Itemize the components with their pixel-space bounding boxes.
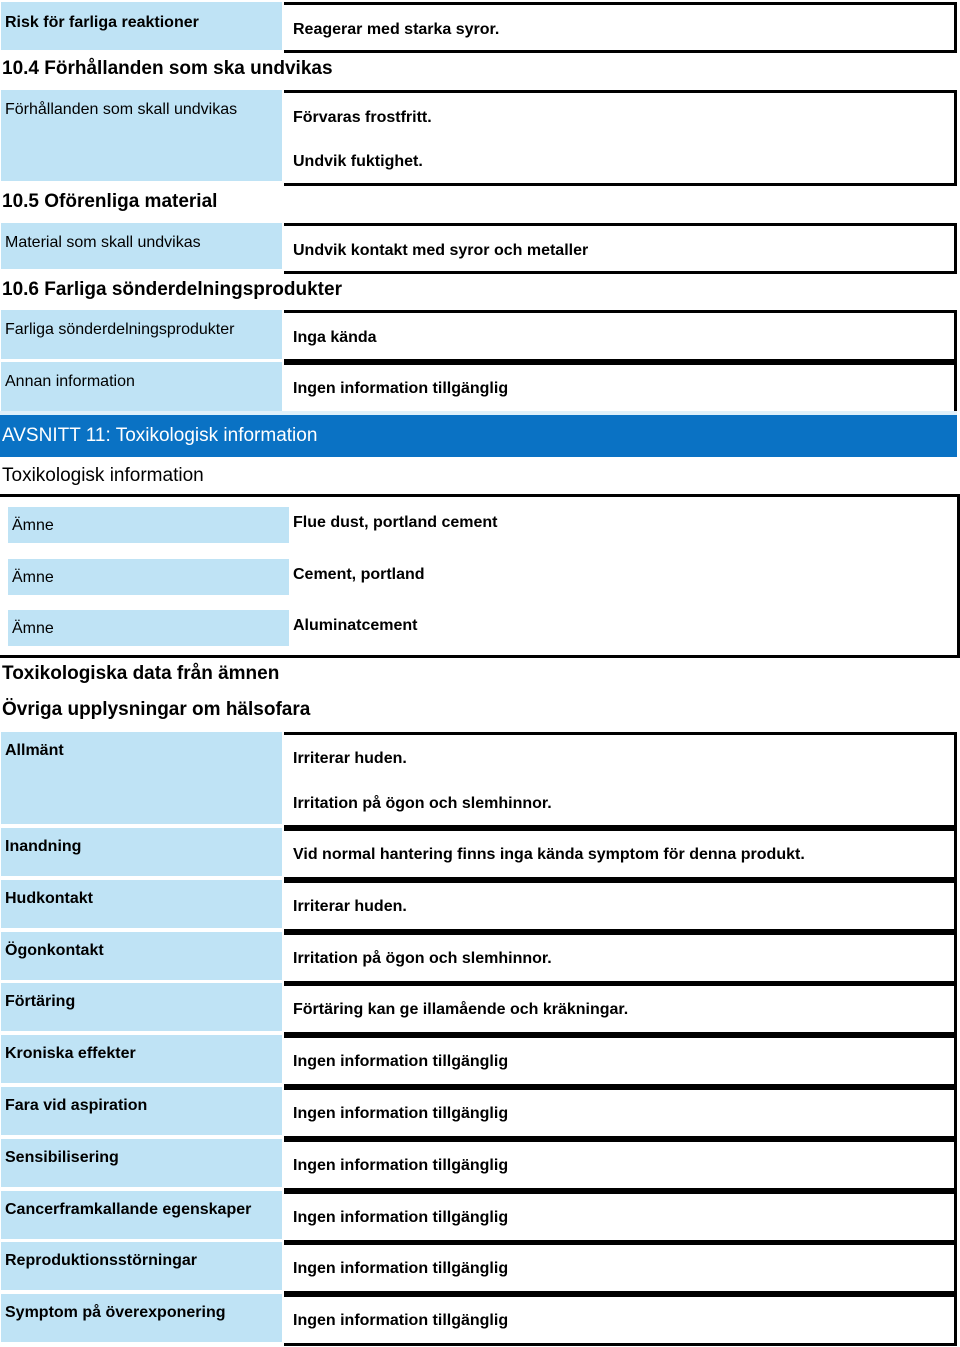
- health-row-label: Hudkontakt: [1, 880, 282, 928]
- label-decomposition: Farliga sönderdelningsprodukter: [1, 310, 282, 359]
- value-text: Ingen information tillgänglig: [293, 380, 509, 397]
- label-other-info: Annan information: [1, 362, 282, 411]
- heading-health: Övriga upplysningar om hälsofara: [2, 699, 311, 720]
- value-text: Ingen information tillgänglig: [293, 1312, 509, 1329]
- label-conditions-avoid: Förhållanden som skall undvikas: [1, 90, 282, 181]
- heading-tox-data: Toxikologiska data från ämnen: [2, 663, 280, 684]
- value-line-2: Irritation på ögon och slemhinnor.: [293, 795, 552, 812]
- health-row-value: [284, 1191, 957, 1243]
- health-row-value: [284, 983, 957, 1035]
- value-text: Irriterar huden.: [293, 898, 407, 915]
- value-text: Reagerar med starka syror.: [293, 21, 500, 38]
- label-general: Allmänt: [1, 732, 282, 824]
- value-text: Ingen information tillgänglig: [293, 1053, 509, 1070]
- health-row-value: [284, 880, 957, 932]
- value-decomposition: [284, 310, 957, 362]
- health-row-value: [284, 828, 957, 880]
- health-row-label: Fara vid aspiration: [1, 1087, 282, 1135]
- value-materials-avoid: [284, 223, 957, 274]
- substance-label-2: Ämne: [8, 559, 289, 595]
- value-text: Ingen information tillgänglig: [293, 1157, 509, 1174]
- value-line-2: Undvik fuktighet.: [293, 153, 423, 170]
- substance-value-1: Flue dust, portland cement: [293, 514, 498, 531]
- value-line-1: Förvaras frostfritt.: [293, 109, 432, 126]
- health-row-value: [284, 1035, 957, 1087]
- section-11-header: AVSNITT 11: Toxikologisk information: [0, 415, 957, 457]
- health-row-label: Inandning: [1, 828, 282, 876]
- health-row-label: Ögonkontakt: [1, 932, 282, 980]
- value-line-1: Irriterar huden.: [293, 750, 407, 767]
- value-general: [284, 732, 957, 828]
- label-materials-avoid: Material som skall undvikas: [1, 223, 282, 269]
- value-other-info: [284, 362, 957, 414]
- heading-10-5: 10.5 Oförenliga material: [2, 191, 218, 212]
- value-text: Ingen information tillgänglig: [293, 1260, 509, 1277]
- health-row-value: [284, 932, 957, 984]
- substance-value-3: Aluminatcement: [293, 617, 418, 634]
- label-reactive-risk: Risk för farliga reaktioner: [1, 2, 282, 50]
- health-row-value: [284, 1294, 957, 1346]
- value-reactive-risk: [284, 2, 957, 53]
- value-conditions-avoid: [284, 90, 957, 186]
- health-row-label: Cancerframkallande egenskaper: [1, 1191, 282, 1239]
- health-row-label: Kroniska effekter: [1, 1035, 282, 1083]
- value-text: Inga kända: [293, 329, 377, 346]
- value-text: Förtäring kan ge illamående och kräkningar.: [293, 1001, 629, 1018]
- health-row-label: Reproduktionsstörningar: [1, 1242, 282, 1290]
- health-row-label: Sensibilisering: [1, 1139, 282, 1187]
- health-row-label: Symptom på överexponering: [1, 1294, 282, 1342]
- health-row-label: Förtäring: [1, 983, 282, 1031]
- value-text: Undvik kontakt med syror och metaller: [293, 242, 589, 259]
- value-text: Vid normal hantering finns inga kända symptom för denna produkt.: [293, 846, 805, 863]
- substance-label-1: Ämne: [8, 507, 289, 543]
- value-text: Ingen information tillgänglig: [293, 1209, 509, 1226]
- value-text: Irritation på ögon och slemhinnor.: [293, 950, 552, 967]
- substance-label-3: Ämne: [8, 610, 289, 646]
- heading-tox-info: Toxikologisk information: [2, 465, 204, 486]
- substance-value-2: Cement, portland: [293, 566, 425, 583]
- health-row-value: [284, 1139, 957, 1191]
- heading-10-6: 10.6 Farliga sönderdelningsprodukter: [2, 279, 342, 300]
- heading-10-4: 10.4 Förhållanden som ska undvikas: [2, 58, 333, 79]
- value-text: Ingen information tillgänglig: [293, 1105, 509, 1122]
- health-row-value: [284, 1242, 957, 1294]
- health-row-value: [284, 1087, 957, 1139]
